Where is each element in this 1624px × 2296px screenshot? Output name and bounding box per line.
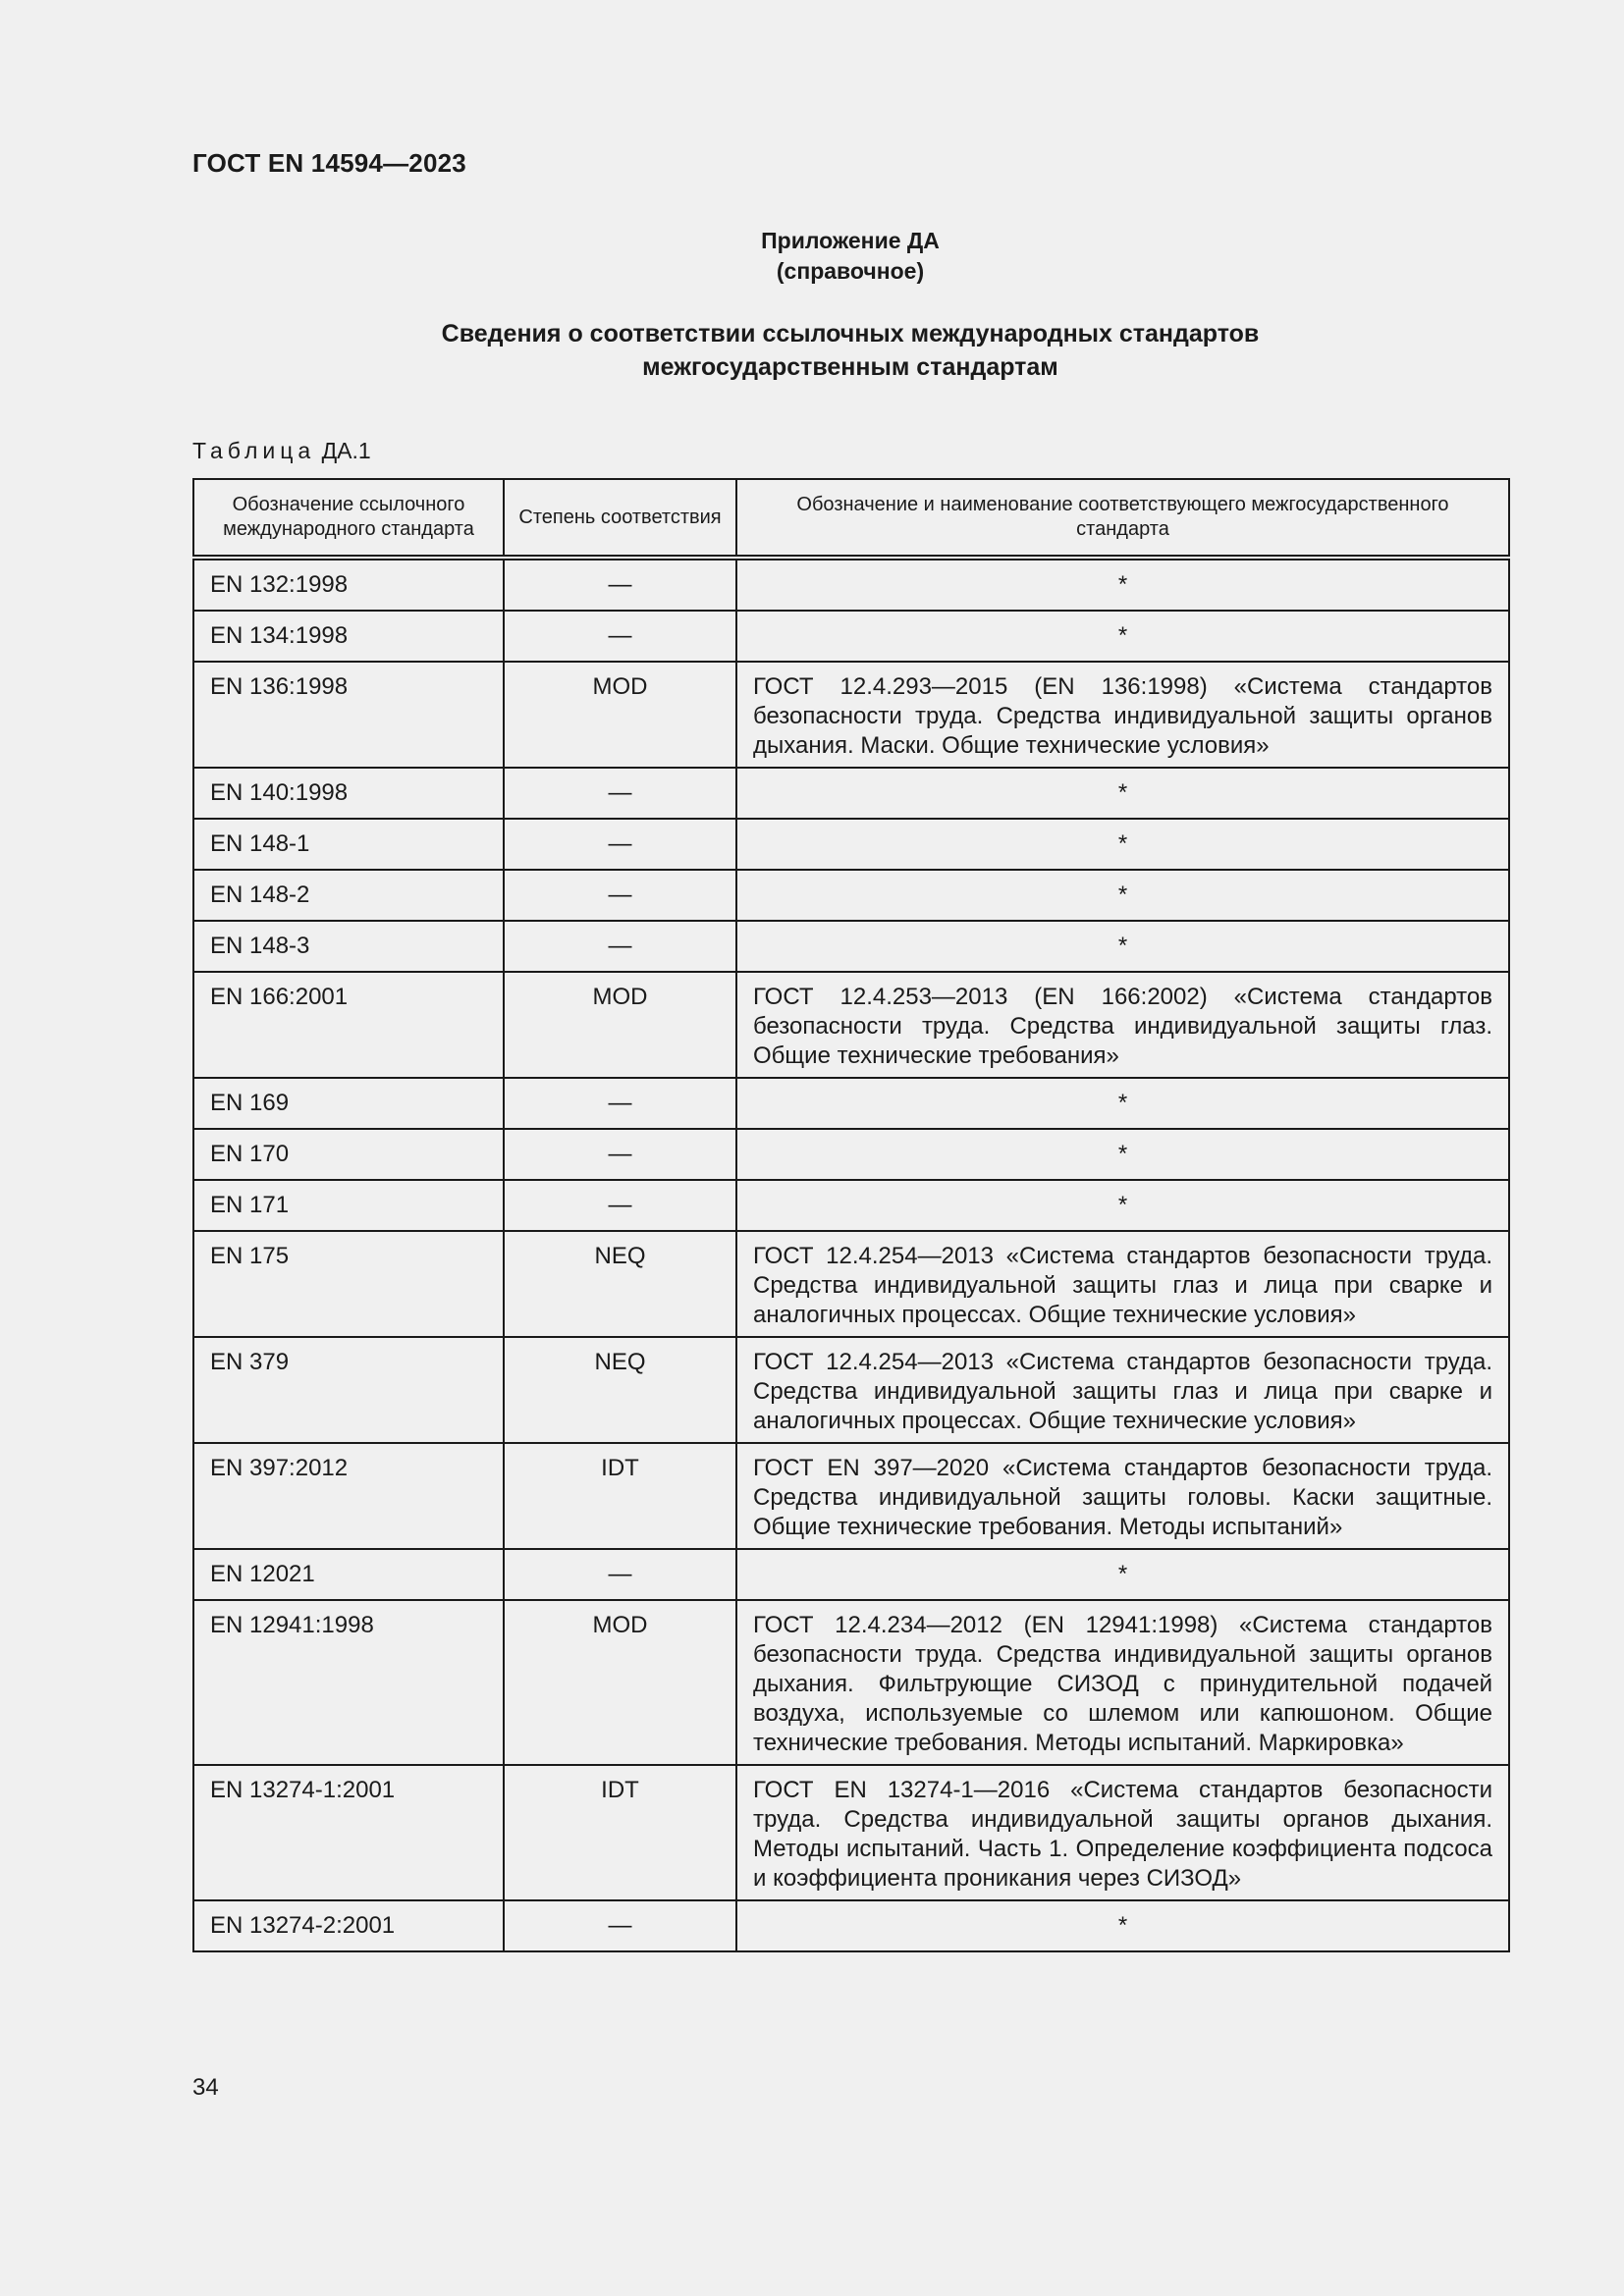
interstate-standard-description: *: [736, 768, 1509, 819]
column-header-international-standard: Обозначение ссылочного международного стандарта: [193, 479, 504, 558]
interstate-standard-description: ГОСТ EN 397—2020 «Система стандартов безопасности труда. Средства индивидуальной защиты головы. Каски защитные. Общие технические требования. Методы испытаний»: [736, 1443, 1509, 1549]
correspondence-degree: —: [504, 768, 736, 819]
correspondence-degree: NEQ: [504, 1337, 736, 1443]
correspondence-degree: —: [504, 1549, 736, 1600]
table-row: [193, 611, 1509, 662]
international-standard-code: EN 140:1998: [193, 768, 504, 819]
international-standard-code: EN 166:2001: [193, 972, 504, 1078]
table-row: [193, 819, 1509, 870]
correspondence-degree: MOD: [504, 972, 736, 1078]
interstate-standard-description: ГОСТ 12.4.234—2012 (EN 12941:1998) «Система стандартов безопасности труда. Средства индивидуальной защиты органов дыхания. Фильтрующие СИЗОД с принудительной подачей воздуха, используемые со шлемом или капюшоном. Общие технические требования. Методы испытаний. Маркировка»: [736, 1600, 1509, 1765]
interstate-standard-description: *: [736, 1900, 1509, 1951]
column-header-interstate-standard: Обозначение и наименование соответствующего межгосударственного стандарта: [736, 479, 1509, 558]
table-header-row: [193, 479, 1509, 558]
interstate-standard-description: *: [736, 921, 1509, 972]
correspondence-degree: —: [504, 1900, 736, 1951]
section-title-line-2: межгосударственным стандартам: [642, 353, 1058, 381]
international-standard-code: EN 379: [193, 1337, 504, 1443]
correspondence-degree: IDT: [504, 1765, 736, 1900]
table-row: [193, 1180, 1509, 1231]
correspondence-degree: —: [504, 1180, 736, 1231]
interstate-standard-description: *: [736, 558, 1509, 611]
correspondence-degree: MOD: [504, 662, 736, 768]
correspondence-degree: —: [504, 558, 736, 611]
table-row: [193, 1765, 1509, 1900]
appendix-subtitle: (справочное): [776, 258, 925, 284]
interstate-standard-description: *: [736, 1129, 1509, 1180]
international-standard-code: EN 171: [193, 1180, 504, 1231]
correspondence-degree: IDT: [504, 1443, 736, 1549]
interstate-standard-description: ГОСТ 12.4.254—2013 «Система стандартов безопасности труда. Средства индивидуальной защиты глаз и лица при сварке и аналогичных процессах. Общие технические условия»: [736, 1337, 1509, 1443]
international-standard-code: EN 12941:1998: [193, 1600, 504, 1765]
interstate-standard-description: *: [736, 819, 1509, 870]
international-standard-code: EN 12021: [193, 1549, 504, 1600]
appendix-heading: [192, 226, 1508, 287]
interstate-standard-description: ГОСТ EN 13274-1—2016 «Система стандартов безопасности труда. Средства индивидуальной защиты органов дыхания. Методы испытаний. Часть 1. Определение коэффициента подсоса и коэффициента проникания через СИЗОД»: [736, 1765, 1509, 1900]
table-row: [193, 768, 1509, 819]
standards-correspondence-table: [192, 478, 1510, 1952]
international-standard-code: EN 148-3: [193, 921, 504, 972]
column-header-degree: Степень соответствия: [504, 479, 736, 558]
table-row: [193, 1443, 1509, 1549]
interstate-standard-description: *: [736, 1078, 1509, 1129]
table-caption-prefix: Таблица: [192, 438, 316, 463]
international-standard-code: EN 136:1998: [193, 662, 504, 768]
table-row: [193, 870, 1509, 921]
interstate-standard-description: *: [736, 1549, 1509, 1600]
table-row: [193, 1078, 1509, 1129]
international-standard-code: EN 170: [193, 1129, 504, 1180]
correspondence-degree: —: [504, 819, 736, 870]
international-standard-code: EN 134:1998: [193, 611, 504, 662]
table-row: [193, 1549, 1509, 1600]
table-row: [193, 662, 1509, 768]
international-standard-code: EN 175: [193, 1231, 504, 1337]
table-caption: [192, 438, 371, 464]
table-row: [193, 1337, 1509, 1443]
international-standard-code: EN 148-1: [193, 819, 504, 870]
table-row: [193, 1600, 1509, 1765]
international-standard-code: EN 169: [193, 1078, 504, 1129]
table-row: [193, 921, 1509, 972]
table-row: [193, 972, 1509, 1078]
international-standard-code: EN 397:2012: [193, 1443, 504, 1549]
international-standard-code: EN 132:1998: [193, 558, 504, 611]
international-standard-code: EN 13274-2:2001: [193, 1900, 504, 1951]
correspondence-degree: —: [504, 1129, 736, 1180]
table-row: [193, 558, 1509, 611]
interstate-standard-description: *: [736, 870, 1509, 921]
section-title-line-1: Сведения о соответствии ссылочных международных стандартов: [441, 320, 1260, 347]
document-code: ГОСТ EN 14594—2023: [192, 148, 466, 178]
table-caption-number: ДА.1: [321, 438, 371, 463]
page-number: 34: [192, 2074, 219, 2101]
table-body: [193, 558, 1509, 1951]
interstate-standard-description: ГОСТ 12.4.254—2013 «Система стандартов безопасности труда. Средства индивидуальной защиты глаз и лица при сварке и аналогичных процессах. Общие технические условия»: [736, 1231, 1509, 1337]
interstate-standard-description: *: [736, 1180, 1509, 1231]
correspondence-degree: —: [504, 870, 736, 921]
correspondence-degree: —: [504, 1078, 736, 1129]
interstate-standard-description: ГОСТ 12.4.253—2013 (EN 166:2002) «Система стандартов безопасности труда. Средства индивидуальной защиты глаз. Общие технические требования»: [736, 972, 1509, 1078]
interstate-standard-description: ГОСТ 12.4.293—2015 (EN 136:1998) «Система стандартов безопасности труда. Средства индивидуальной защиты органов дыхания. Маски. Общие технические условия»: [736, 662, 1509, 768]
interstate-standard-description: *: [736, 611, 1509, 662]
table-row: [193, 1129, 1509, 1180]
international-standard-code: EN 13274-1:2001: [193, 1765, 504, 1900]
correspondence-degree: —: [504, 611, 736, 662]
correspondence-degree: MOD: [504, 1600, 736, 1765]
table-row: [193, 1900, 1509, 1951]
table-row: [193, 1231, 1509, 1337]
correspondence-degree: NEQ: [504, 1231, 736, 1337]
appendix-title: Приложение ДА: [761, 228, 940, 253]
section-title: [192, 317, 1508, 384]
correspondence-degree: —: [504, 921, 736, 972]
international-standard-code: EN 148-2: [193, 870, 504, 921]
